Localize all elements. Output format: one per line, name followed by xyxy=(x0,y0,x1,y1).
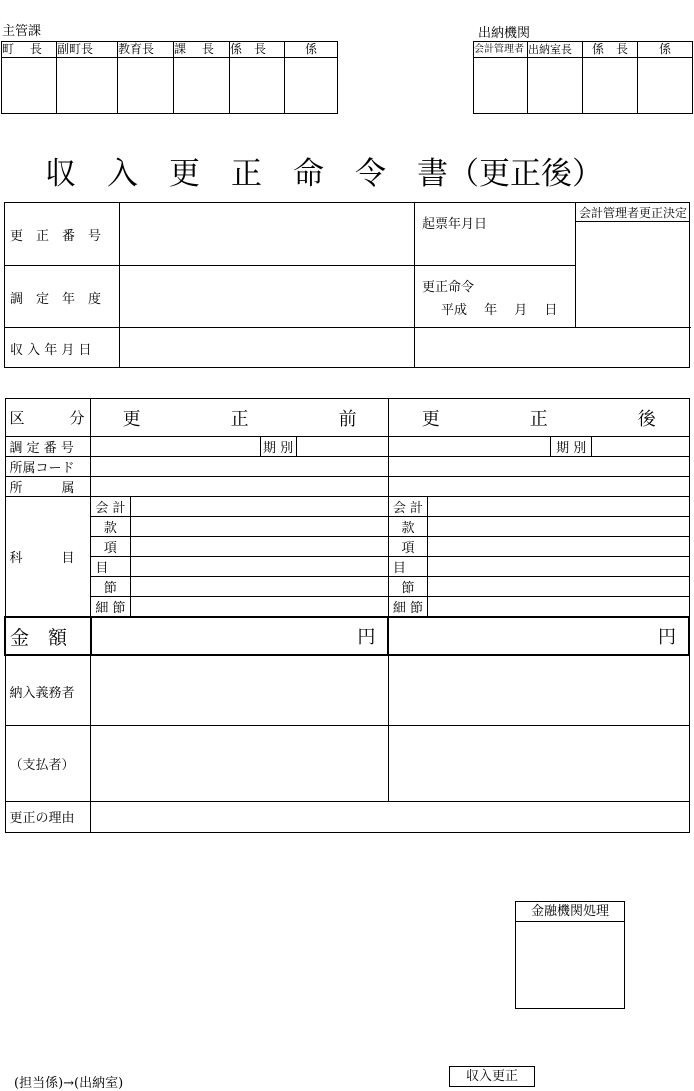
approval-col-accountant: 会計管理者 xyxy=(474,42,528,58)
approval-left-title: 主管課 xyxy=(2,24,42,39)
before-payer-sub-input[interactable] xyxy=(91,725,389,801)
after-sub-label: 会 計 xyxy=(388,497,427,517)
label-manager-decision: 会計管理者更正決定 xyxy=(579,206,688,220)
after-sub-input[interactable] xyxy=(428,497,689,517)
label-after: 更 正 後 xyxy=(388,399,689,437)
approval-col-mayor: 町 長 xyxy=(2,42,57,58)
approval-col-staff: 係 xyxy=(638,42,693,58)
before-assessment-no-input[interactable] xyxy=(91,437,260,457)
label-revenue-date: 収 入 年 月 日 xyxy=(10,343,92,358)
label-assessment-year: 調 定 年 度 xyxy=(10,292,102,307)
revision-number-input[interactable] xyxy=(121,205,411,263)
before-sub-input[interactable] xyxy=(130,577,388,597)
stamp-cell[interactable] xyxy=(528,58,583,114)
after-amount-yen[interactable]: 円 xyxy=(388,617,689,655)
after-sub-input[interactable] xyxy=(428,597,689,618)
after-sub-label: 項 xyxy=(388,537,427,557)
revenue-date-input[interactable] xyxy=(121,329,411,365)
before-sub-label: 会 計 xyxy=(91,497,130,517)
before-dept-code-input[interactable] xyxy=(91,457,389,477)
before-sub-input[interactable] xyxy=(130,517,388,537)
bank-processing-label: 金融機関処理 xyxy=(516,902,624,922)
stamp-cell[interactable] xyxy=(285,58,338,114)
before-period-input[interactable] xyxy=(296,437,388,457)
after-assessment-no-input[interactable] xyxy=(388,437,550,457)
label-payer-sub: （支払者） xyxy=(5,725,91,801)
label-reason: 更正の理由 xyxy=(5,801,91,832)
label-dept-code: 所属コード xyxy=(5,457,91,477)
label-before: 更 正 前 xyxy=(91,399,389,437)
before-sub-label: 節 xyxy=(91,577,130,597)
after-sub-input[interactable] xyxy=(428,517,689,537)
before-dept-input[interactable] xyxy=(91,477,389,497)
label-amount: 金 額 xyxy=(5,617,91,655)
label-draft-date: 起票年月日 xyxy=(422,217,488,232)
before-sub-input[interactable] xyxy=(130,557,388,577)
after-payer-input[interactable] xyxy=(388,655,689,725)
stamp-cell[interactable] xyxy=(583,58,638,114)
after-dept-code-input[interactable] xyxy=(388,457,689,477)
stamp-cell[interactable] xyxy=(118,58,174,114)
after-period-input[interactable] xyxy=(592,437,689,457)
approval-right-table xyxy=(473,41,693,114)
label-category: 区 分 xyxy=(5,399,91,437)
order-date: 平成 年 月 日 xyxy=(441,303,558,318)
approval-col-section-chief: 課 長 xyxy=(174,42,230,58)
before-payer-input[interactable] xyxy=(91,655,389,725)
after-sub-input[interactable] xyxy=(428,577,689,597)
stamp-cell[interactable] xyxy=(57,58,118,114)
stamp-cell[interactable] xyxy=(174,58,230,114)
stamp-cell[interactable] xyxy=(638,58,693,114)
label-payer: 納入義務者 xyxy=(5,655,91,725)
approval-col-treasury-head: 出納室長 xyxy=(528,42,583,58)
assessment-year-input[interactable] xyxy=(121,267,411,325)
before-amount-yen[interactable]: 円 xyxy=(91,617,389,655)
before-sub-input[interactable] xyxy=(130,597,388,618)
after-sub-input[interactable] xyxy=(428,537,689,557)
before-sub-label: 項 xyxy=(91,537,130,557)
bank-processing-box xyxy=(515,901,625,1009)
after-sub-input[interactable] xyxy=(428,557,689,577)
stamp-cell[interactable] xyxy=(230,58,285,114)
revenue-revision-stamp: 収入更正 xyxy=(449,1066,535,1087)
before-sub-label: 款 xyxy=(91,517,130,537)
stamp-cell[interactable] xyxy=(474,58,528,114)
label-revision-order: 更正命令 xyxy=(422,280,475,295)
detail-table xyxy=(4,398,690,833)
after-sub-label: 款 xyxy=(388,517,427,537)
after-sub-label: 節 xyxy=(388,577,427,597)
before-period-label: 期 別 xyxy=(260,437,296,457)
before-sub-input[interactable] xyxy=(130,497,388,517)
approval-col-chief: 係 長 xyxy=(583,42,638,58)
approval-right-title: 出納機関 xyxy=(478,26,531,41)
stamp-cell[interactable] xyxy=(2,58,57,114)
approval-col-subsection-chief: 係 長 xyxy=(230,42,285,58)
before-sub-input[interactable] xyxy=(130,537,388,557)
after-period-label: 期 別 xyxy=(551,437,592,457)
before-sub-label: 細 節 xyxy=(91,597,130,618)
document-title: 収 入 更 正 命 令 書（更正後） xyxy=(45,156,603,192)
reason-input[interactable] xyxy=(91,801,689,832)
label-account: 科 目 xyxy=(5,497,91,618)
route-text: (担当係)→(出納室) xyxy=(14,1076,124,1091)
label-revision-number: 更 正 番 号 xyxy=(10,229,102,244)
approval-col-superintendent: 教育長 xyxy=(118,42,174,58)
before-sub-label: 目 xyxy=(91,557,130,577)
header-table xyxy=(4,202,690,368)
after-dept-input[interactable] xyxy=(388,477,689,497)
label-dept: 所 属 xyxy=(5,477,91,497)
approval-left-table xyxy=(1,41,338,114)
after-sub-label: 細 節 xyxy=(388,597,427,618)
after-sub-label: 目 xyxy=(388,557,427,577)
after-payer-sub-input[interactable] xyxy=(388,725,689,801)
approval-col-staff: 係 xyxy=(285,42,338,58)
label-assessment-no: 調 定 番 号 xyxy=(5,437,91,457)
approval-col-vice-mayor: 副町長 xyxy=(57,42,118,58)
